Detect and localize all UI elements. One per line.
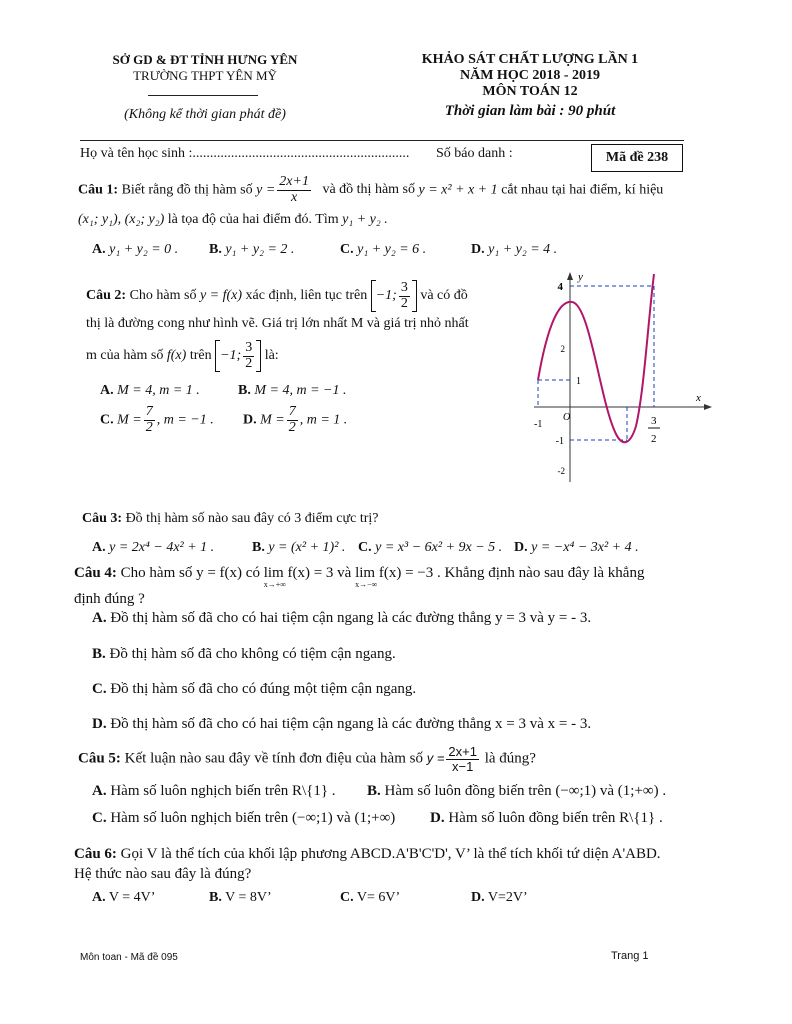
school-name: TRƯỜNG THPT YÊN MỸ [133, 68, 277, 83]
q1-line2: (x₁; y₁), (x₂; y₂) là tọa độ của hai điểm đó. Tìm y₁ + y₂ . [78, 212, 388, 227]
q3-option-c[interactable]: C. y = x³ − 6x² + 9x − 5 . [358, 540, 503, 555]
department-name: SỞ GD & ĐT TỈNH HƯNG YÊN [112, 52, 298, 67]
school-year: NĂM HỌC 2018 - 2019 [460, 68, 600, 83]
tick-x-den: 2 [651, 433, 657, 445]
q6-line1: Câu 6: Gọi V là thể tích của khối lập phương ABCD.A'B'C'D', V’ là thể tích khối tứ diện A'ABD. [74, 846, 661, 862]
q3-option-a[interactable]: A. y = 2x⁴ − 4x² + 1 . [92, 540, 215, 555]
page-number: Trang 1 [611, 950, 649, 962]
tick-ym1: -1 [555, 436, 564, 447]
q2-line3: m của hàm số f(x) trên −1; $\frac{3}{2}$ là: [86, 339, 279, 371]
y-axis-arrow [567, 272, 573, 280]
q1-option-b[interactable]: B. y₁ + y₂ = 2 . [209, 242, 295, 257]
student-id-field: Số báo danh : [436, 146, 513, 161]
tick-1: 1 [576, 376, 581, 387]
student-line-top [80, 140, 684, 141]
q2-option-c[interactable]: C. M = $\frac{7}{2}$ , m = −1 . [100, 404, 214, 435]
student-name-field: Họ và tên học sinh :.............................................................. [80, 146, 410, 161]
header-divider [148, 95, 258, 96]
q6-option-d[interactable]: D. V=2V’ [471, 890, 528, 905]
function-graph [530, 262, 720, 492]
q6-line2: Hệ thức nào sau đây là đúng? [74, 866, 252, 882]
exam-code-box: Mã đề 238 [591, 144, 683, 172]
q6-option-a[interactable]: A. V = 4V’ [92, 890, 156, 905]
q4-option-d[interactable]: D. Đồ thị hàm số đã cho có hai tiệm cận ngang là các đường thẳng x = 3 và x = - 3. [92, 716, 592, 732]
q4-option-a[interactable]: A. Đồ thị hàm số đã cho có hai tiệm cận ngang là các đường thẳng y = 3 và y = - 3. [92, 610, 592, 626]
q1-option-c[interactable]: C. y₁ + y₂ = 6 . [340, 242, 427, 257]
q2-line1: Câu 2: Cho hàm số y = f(x) xác định, liên tục trên −1; $\frac{3}{2}$ và có đồ [86, 279, 468, 311]
q3-label: Câu 3: [82, 511, 123, 526]
q1-option-a[interactable]: A. y₁ + y₂ = 0 . [92, 242, 179, 257]
tick-4: 4 [557, 281, 563, 293]
q5-line: Câu 5: Kết luận nào sau đây về tính đơn điệu của hàm số y = $\frac{2x+1}{x-1}$ là đúng? [78, 744, 536, 774]
q6-option-c[interactable]: C. V= 6V’ [340, 890, 401, 905]
q4-line2: định đúng ? [74, 591, 145, 607]
origin-label: O [563, 412, 571, 423]
tick-xm1: -1 [534, 419, 543, 430]
q6-label: Câu 6: [74, 846, 117, 862]
x-axis-arrow [704, 404, 712, 410]
tick-x-num: 3 [651, 415, 657, 427]
time-note: (Không kể thời gian phát đề) [124, 107, 286, 122]
q4-option-b[interactable]: B. Đồ thị hàm số đã cho không có tiệm cận ngang. [92, 646, 396, 662]
q3-option-d[interactable]: D. y = −x⁴ − 3x² + 4 . [514, 540, 639, 555]
subject: MÔN TOÁN 12 [482, 84, 578, 99]
q1-fraction: $\frac{2x+1}{x}$ [279, 174, 309, 205]
q3-line: Câu 3: Đồ thị hàm số nào sau đây có 3 điểm cực trị? [82, 511, 379, 526]
y-axis-label: y [578, 271, 583, 283]
q5-label: Câu 5: [78, 750, 121, 767]
q1-line1: Câu 1: Biết rằng đồ thị hàm số y = $\frac{2x+1}{x}$ và đồ thị hàm số y = x² + x + 1 cắt nhau tại hai điểm, kí hiệu [78, 174, 664, 205]
x-axis-label: x [696, 392, 701, 404]
q5-option-a[interactable]: A. Hàm số luôn nghịch biến trên R\{1} . [92, 783, 336, 799]
q1-label: Câu 1: [78, 182, 119, 198]
function-curve [538, 274, 654, 442]
footer-left: Môn toan - Mã đề 095 [80, 952, 178, 963]
exam-title: KHẢO SÁT CHẤT LƯỢNG LẦN 1 [421, 52, 639, 67]
q5-option-c[interactable]: C. Hàm số luôn nghịch biến trên (−∞;1) và (1;+∞) [92, 810, 396, 826]
q4-line1: Câu 4: Cho hàm số y = f(x) có lim f(x) = 3 x→+∞ và lim f(x) = −3 x→−∞ . Khẳng định nào sau đây là khẳng [74, 565, 645, 589]
q2-label: Câu 2: [86, 288, 127, 304]
q4-option-c[interactable]: C. Đồ thị hàm số đã cho có đúng một tiệm cận ngang. [92, 681, 417, 697]
exam-duration: Thời gian làm bài : 90 phút [444, 103, 616, 119]
q5-option-d[interactable]: D. Hàm số luôn đồng biến trên R\{1} . [430, 810, 663, 826]
q1-option-d[interactable]: D. y₁ + y₂ = 4 . [471, 242, 558, 257]
q2-option-b[interactable]: B. M = 4, m = −1 . [238, 383, 347, 398]
q4-label: Câu 4: [74, 565, 117, 581]
q2-option-d[interactable]: D. M = $\frac{7}{2}$ , m = 1 . [243, 404, 348, 435]
tick-ym2: -2 [557, 466, 565, 476]
q6-option-b[interactable]: B. V = 8V’ [209, 890, 272, 905]
q2-line2: thị là đường cong như hình vẽ. Giá trị lớn nhất M và giá trị nhỏ nhất [86, 316, 469, 331]
q3-option-b[interactable]: B. y = (x² + 1)² . [252, 540, 346, 555]
tick-2: 2 [560, 344, 565, 354]
q2-option-a[interactable]: A. M = 4, m = 1 . [100, 383, 200, 398]
q5-option-b[interactable]: B. Hàm số luôn đồng biến trên (−∞;1) và (1;+∞) . [367, 783, 667, 799]
